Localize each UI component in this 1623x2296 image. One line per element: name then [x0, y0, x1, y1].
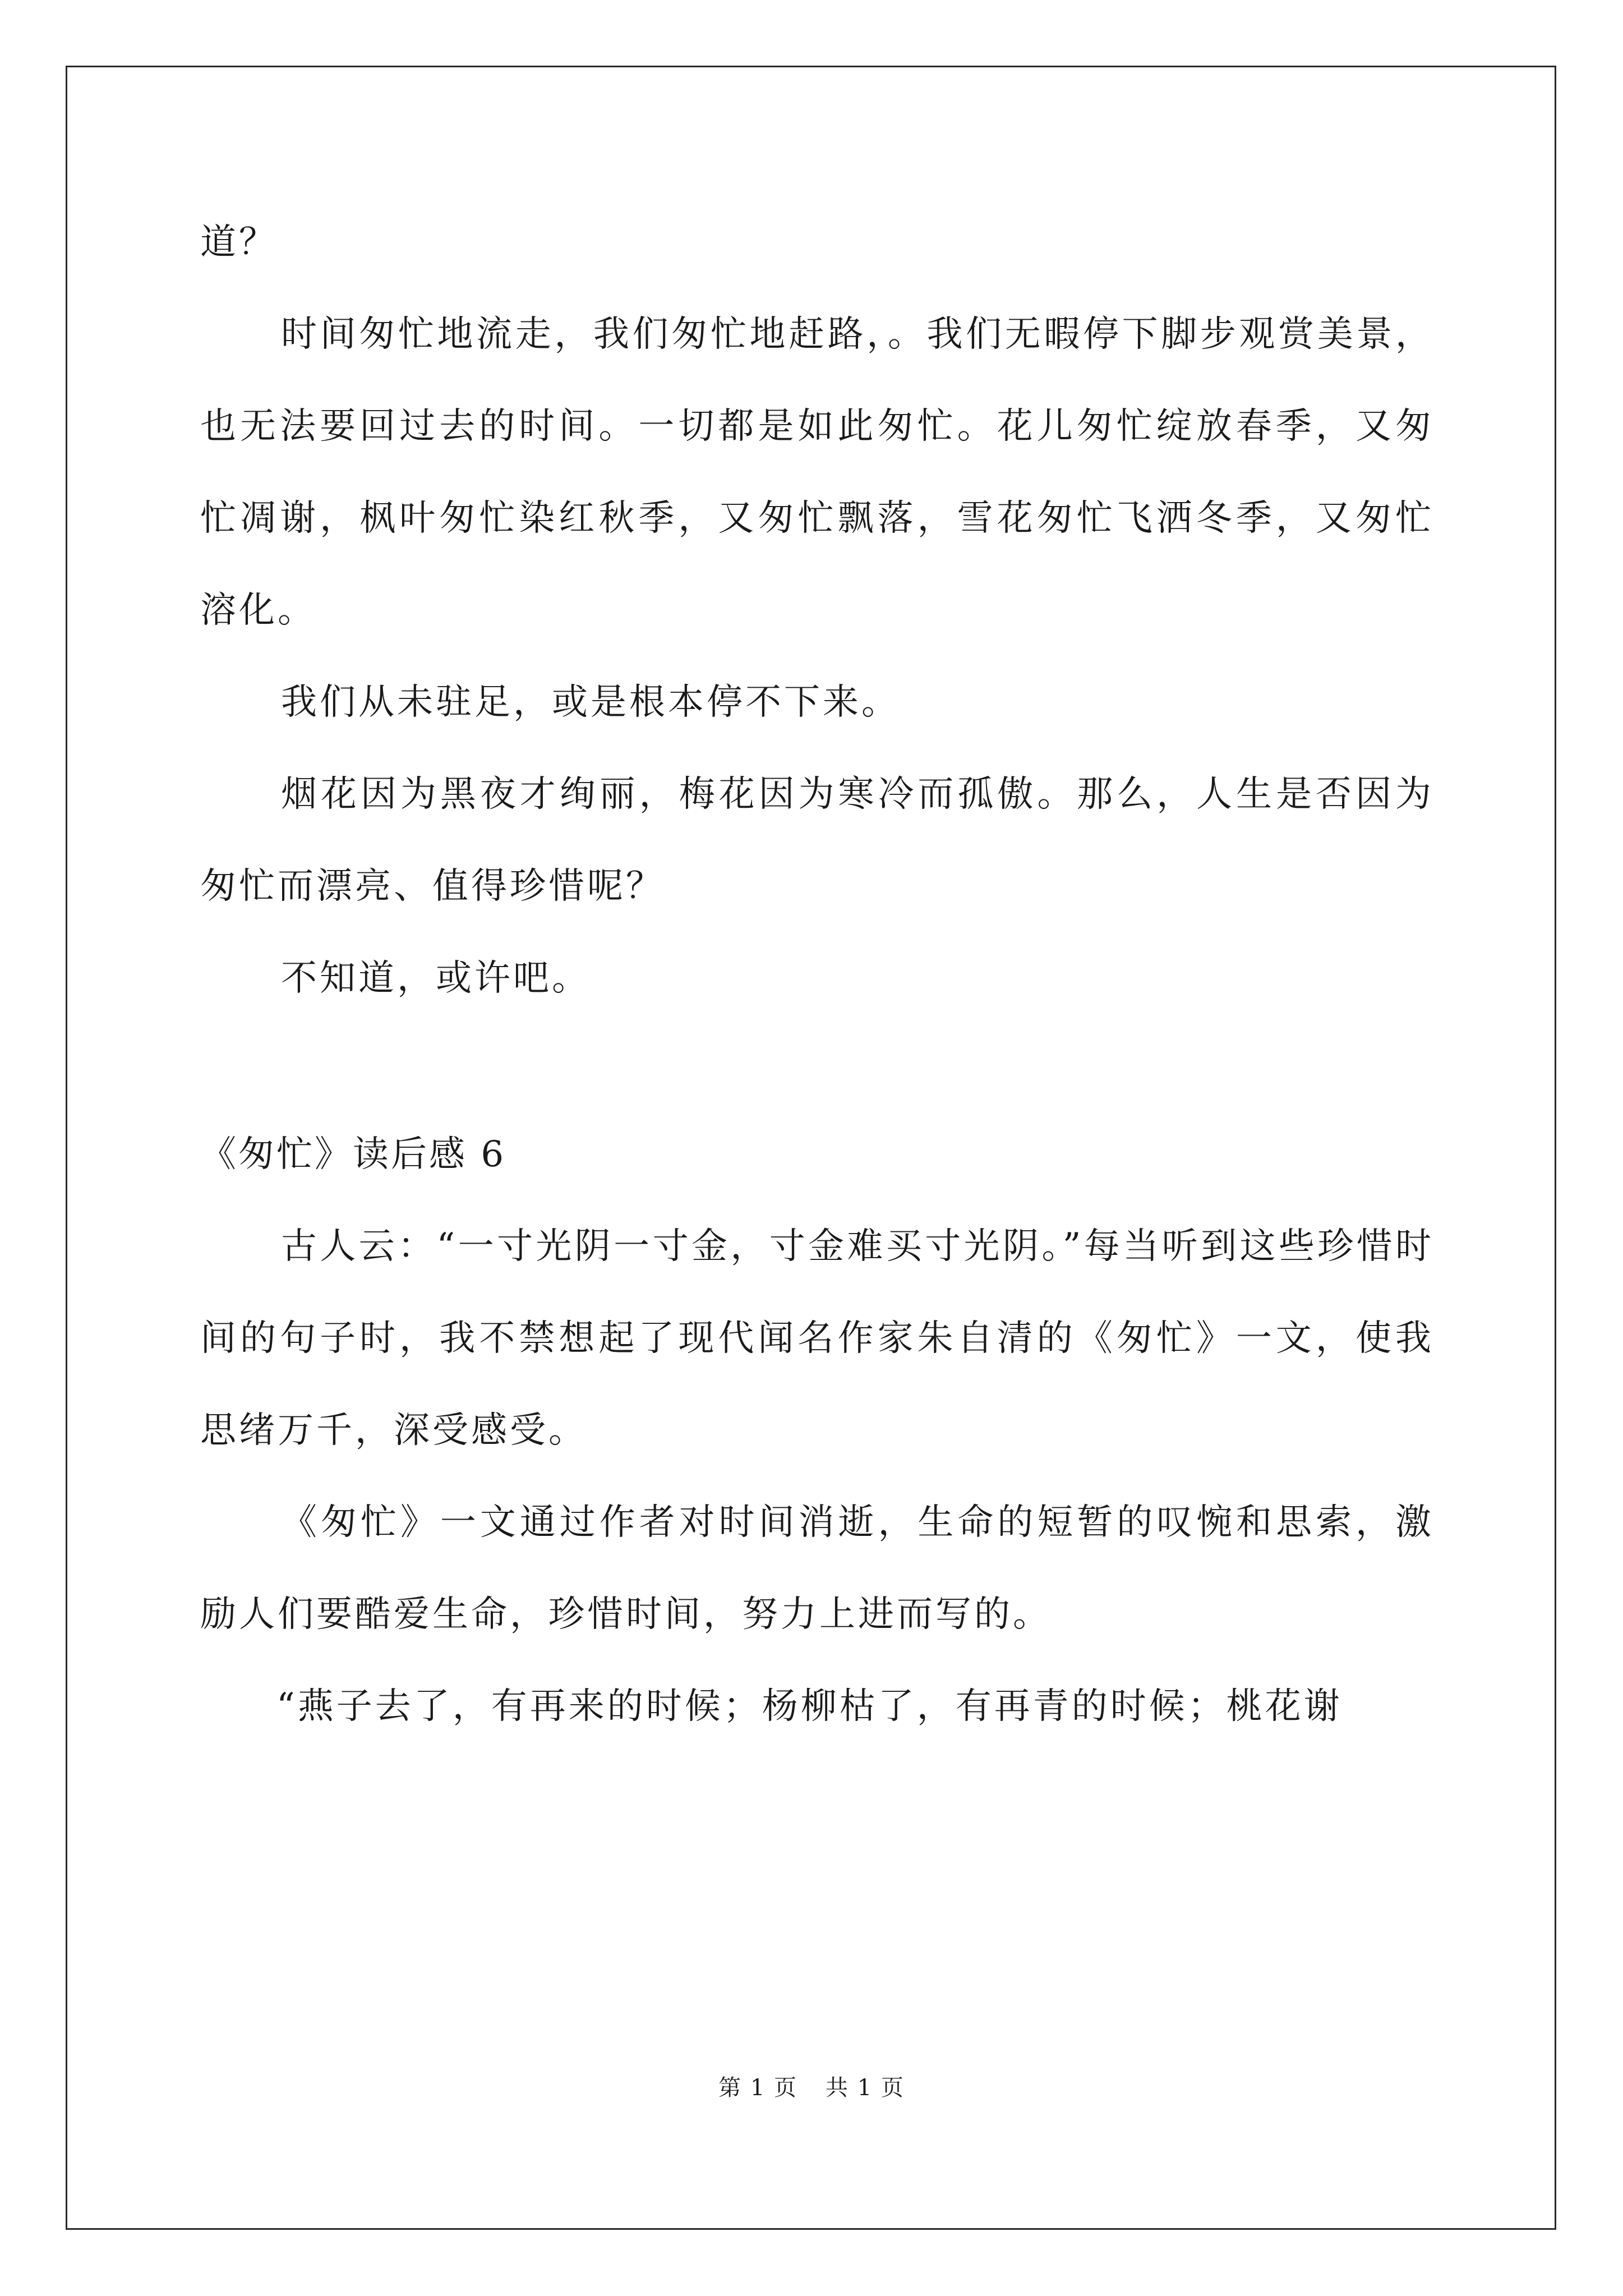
paragraph: 时间匆忙地流走，我们匆忙地赶路，。我们无暇停下脚步观赏美景，也无法要回过去的时间。一切都是如此匆忙。花儿匆忙绽放春季，又匆忙凋谢，枫叶匆忙染红秋季，又匆忙飘落，雪花匆忙飞洒冬季，又匆忙溶化。: [200, 314, 1434, 631]
paragraph: 不知道，或许吧。: [281, 958, 591, 999]
page-total: 共 1 页: [826, 2075, 905, 2101]
paragraph: “燕子去了，有再来的时候；杨柳枯了，有再青的时候；桃花谢: [276, 1686, 1343, 1727]
section-heading: 《匆忙》读后感 6: [200, 1134, 506, 1175]
paragraph: 烟花因为黑夜才绚丽，梅花因为寒冷而孤傲。那么，人生是否因为匆忙而漂亮、值得珍惜呢？: [200, 774, 1434, 907]
paragraph: 我们从未驻足，或是根本停不下来。: [281, 682, 900, 723]
document-body: [200, 196, 1434, 1752]
page-number: 第 1 页: [718, 2075, 797, 2101]
paragraph: 道？: [200, 222, 278, 263]
paragraph: 《匆忙》一文通过作者对时间消逝，生命的短暂的叹惋和思索，激励人们要酷爱生命，珍惜时间，努力上进而写的。: [200, 1502, 1434, 1635]
section-spacer: [200, 1024, 1434, 1108]
paragraph: 古人云：“一寸光阴一寸金，寸金难买寸光阴。”每当听到这些珍惜时间的句子时，我不禁想起了现代闻名作家朱自清的《匆忙》一文，使我思绪万千，深受感受。: [200, 1226, 1434, 1451]
page-footer: [0, 2070, 1623, 2102]
